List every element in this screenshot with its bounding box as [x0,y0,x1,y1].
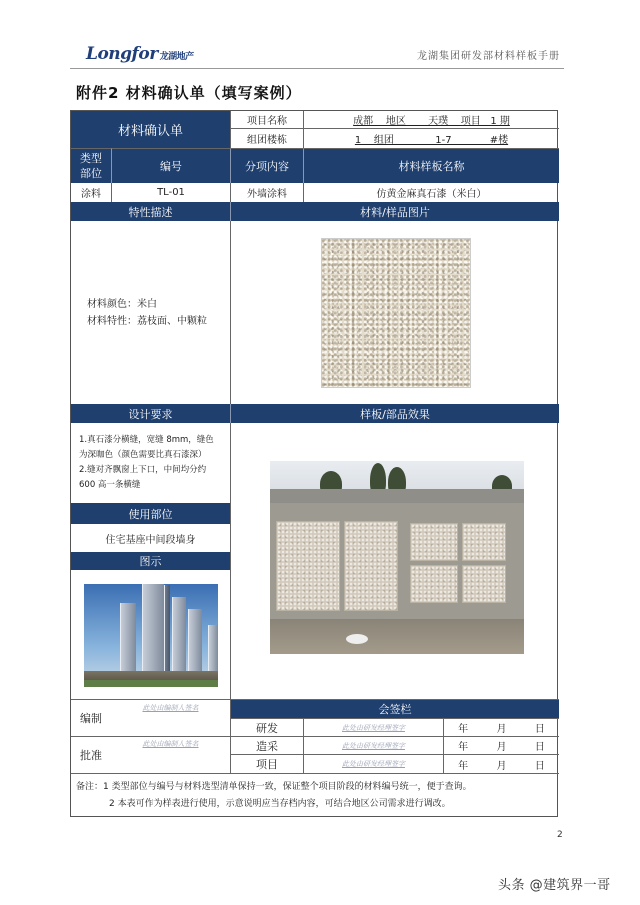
compile-label: 编制 [80,711,102,725]
design-heading: 设计要求 [71,404,230,423]
column-sample-name: 材料样板名称 [303,148,559,183]
usage-value: 住宅基座中间段墙身 [105,534,196,546]
group-building-label: 组团楼栋 [230,129,303,148]
header-divider [70,68,564,69]
note-1: 备注：1 类型部位与编号与材料选型清单保持一致，保证整个项目阶段的材料编号统一，便于查询。 [76,782,472,792]
design-requirement-1: 1.真石漆分横缝，宽缝 8mm，缝色为深咖色（颜色需要比真石漆深） [79,435,214,460]
attachment-title: 附件2 材料确认单（填写案例） [76,84,302,102]
longfor-logo: Longfor 龙湖地产 [86,44,194,64]
stone-paint-sample-photo [321,238,471,388]
approve-label: 批准 [71,736,111,773]
material-property: 材料特性：荔枝面、中颗粒 [87,315,207,327]
watermark: 头条 @建筑界一哥 [498,878,611,893]
notes [71,773,559,818]
usage-heading: 使用部位 [71,503,230,524]
column-type: 类型部位 [71,148,111,183]
column-sub-item: 分项内容 [230,148,303,183]
row-type: 涂料 [81,189,101,200]
project-name-value[interactable]: 成都 地区 天璞 项目 1 期 [303,111,559,129]
countersign-signature-project[interactable]: 此处由研发经理签字 [303,754,443,773]
countersign-date-project[interactable]: 年 月 日 [443,754,559,773]
group-building-value[interactable]: 1 组团 1-7 #楼 [303,129,559,148]
countersign-dept-procurement: 造采 [230,736,303,754]
page-number: 2 [557,830,563,840]
row-code: TL-01 [111,183,230,202]
building-render-illustration [84,584,218,687]
countersign-signature-rd[interactable]: 此处由研发经理签字 [303,718,443,736]
effect-heading: 样板/部品效果 [230,404,559,423]
illustration-heading: 图示 [71,552,230,570]
countersign-dept-rd: 研发 [230,718,303,736]
countersign-dept-project: 项目 [230,754,303,773]
material-confirmation-form [70,110,558,817]
material-color: 材料颜色：米白 [87,298,157,310]
countersign-date-rd[interactable]: 年 月 日 [443,718,559,736]
countersign-heading: 会签栏 [230,699,559,718]
row-sub-item: 外墙涂料 [230,183,303,202]
wall-effect-photo [270,461,524,654]
countersign-date-procurement[interactable]: 年 月 日 [443,736,559,754]
manual-title: 龙湖集团研发部材料样板手册 [417,51,560,62]
characteristics-heading: 特性描述 [71,202,230,221]
row-sample-name: 仿黄金麻真石漆（米白） [303,183,559,202]
form-heading: 材料确认单 [71,111,230,148]
approve-signature[interactable]: 此处由编制人签名 [111,736,230,751]
sample-image-heading: 材料/样品图片 [230,202,559,221]
note-2: 2 本表可作为样表进行使用，示意说明应当存档内容，可结合地区公司需求进行调改。 [109,799,451,809]
characteristics-body [71,221,230,404]
countersign-signature-procurement[interactable]: 此处由研发经理签字 [303,736,443,754]
design-requirements-body [71,423,230,503]
compile-signature[interactable]: 此处由编制人签名 [142,704,199,712]
design-requirement-2: 2.缝对齐飘窗上下口，中间均分约 600 高一条横缝 [79,465,207,490]
project-name-label: 项目名称 [230,111,303,129]
column-code: 编号 [111,148,230,183]
